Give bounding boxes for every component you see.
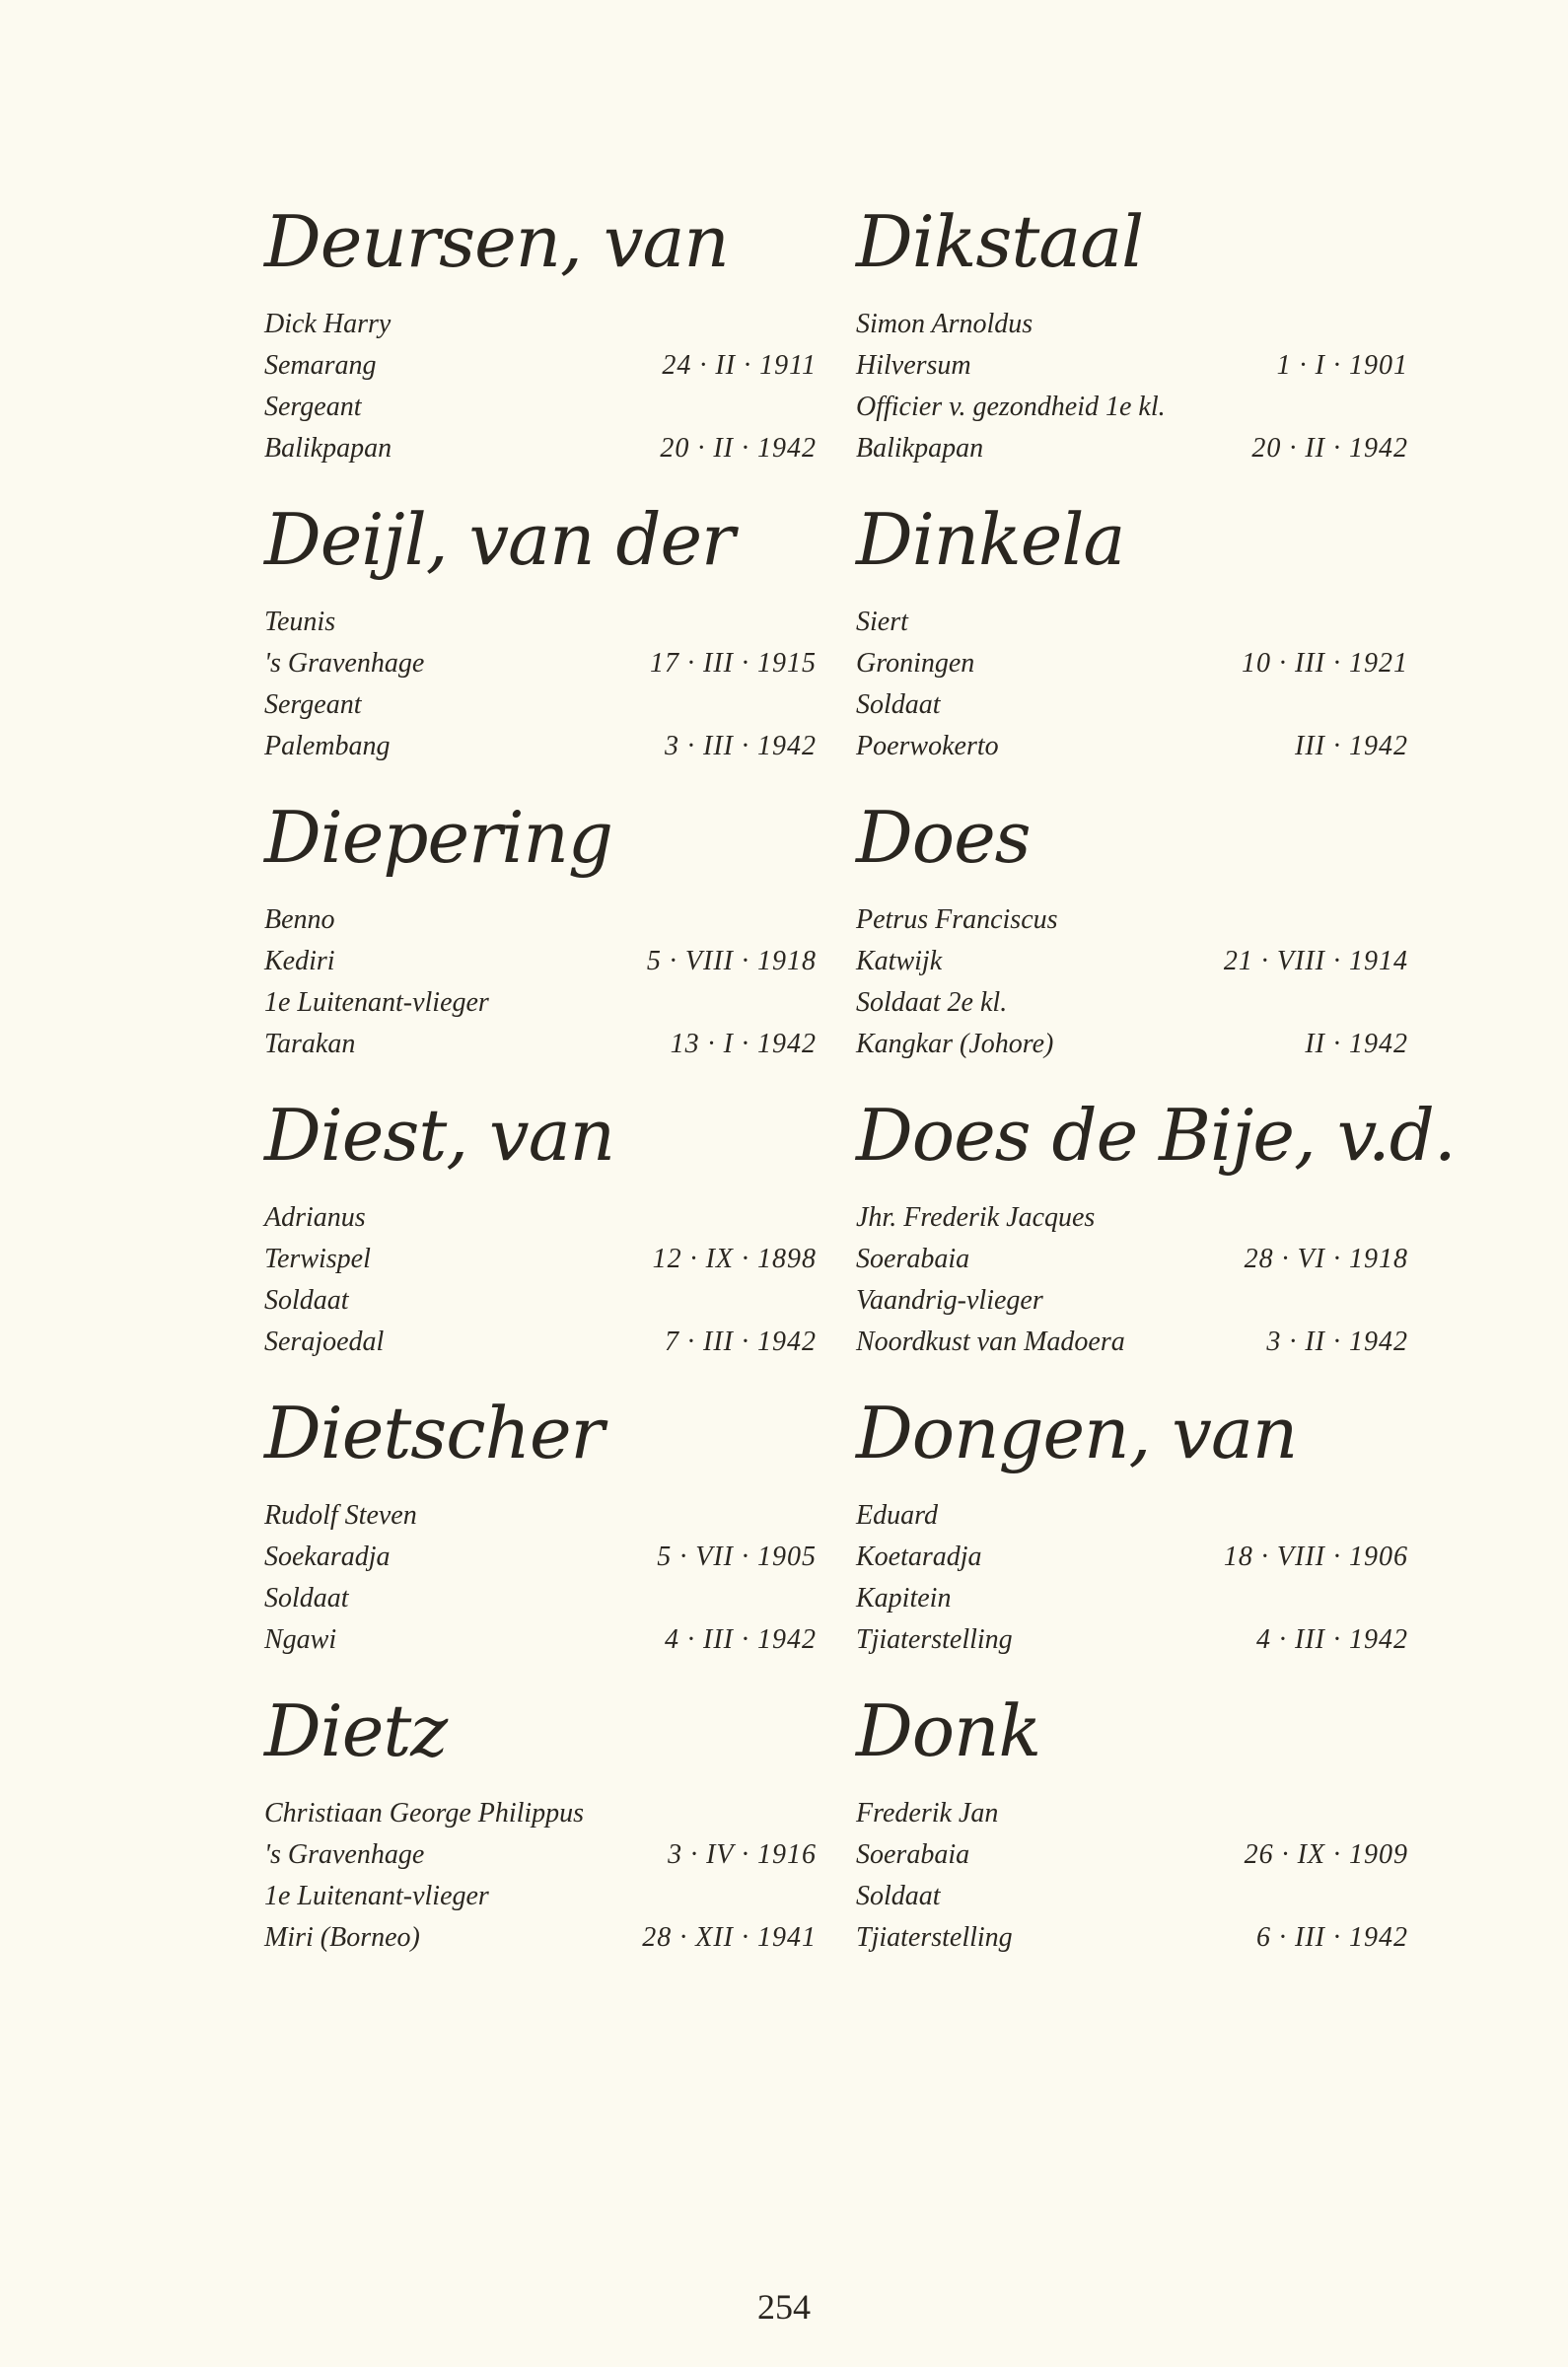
death-place: Tjiaterstelling	[856, 1922, 1013, 1953]
surname-heading: Dinkela	[856, 498, 1125, 581]
rank: Kapitein	[856, 1583, 952, 1614]
surname-heading: Dietscher	[264, 1392, 604, 1474]
birth-date: 12 · IX · 1898	[652, 1244, 817, 1274]
memorial-entry	[856, 1389, 1408, 1686]
rank: Vaandrig-vlieger	[856, 1285, 1043, 1316]
death-place: Serajoedal	[264, 1327, 385, 1357]
death-place: Noordkust van Madoera	[856, 1327, 1125, 1357]
given-names: Frederik Jan	[856, 1798, 999, 1829]
surname-heading: Diest, van	[264, 1094, 614, 1177]
surname-heading: Dongen, van	[856, 1392, 1298, 1474]
given-names: Adrianus	[264, 1202, 366, 1233]
death-date: 3 · II · 1942	[1266, 1327, 1408, 1357]
death-place: Kangkar (Johore)	[856, 1029, 1054, 1059]
memorial-entry	[856, 495, 1408, 793]
memorial-entry	[264, 495, 817, 793]
given-names: Christiaan George Philippus	[264, 1798, 585, 1829]
death-date: 4 · III · 1942	[1256, 1624, 1408, 1655]
death-date: 28 · XII · 1941	[642, 1922, 817, 1953]
surname-heading: Dietz	[264, 1689, 448, 1772]
right-column	[856, 197, 1456, 1984]
surname-heading: Deursen, van	[264, 200, 729, 283]
birth-place: Semarang	[264, 350, 377, 381]
death-date: 13 · I · 1942	[670, 1029, 817, 1059]
birth-place: Groningen	[856, 648, 975, 679]
birth-place: 's Gravenhage	[264, 1839, 425, 1870]
death-date: III · 1942	[1295, 731, 1408, 761]
memorial-entry	[856, 1686, 1408, 1984]
death-place: Miri (Borneo)	[264, 1922, 420, 1953]
death-date: 20 · II · 1942	[660, 433, 817, 464]
birth-date: 28 · VI · 1918	[1244, 1244, 1408, 1274]
memorial-entry	[856, 197, 1408, 495]
death-place: Palembang	[264, 731, 391, 761]
memorial-entry	[264, 1686, 817, 1984]
birth-place: Hilversum	[856, 350, 971, 381]
given-names: Simon Arnoldus	[856, 309, 1033, 339]
death-date: 3 · III · 1942	[665, 731, 817, 761]
death-date: 6 · III · 1942	[1256, 1922, 1408, 1953]
rank: Sergeant	[264, 392, 362, 422]
birth-place: Soekaradja	[264, 1542, 391, 1572]
rank: 1e Luitenant-vlieger	[264, 1881, 489, 1911]
birth-date: 5 · VII · 1905	[657, 1542, 817, 1572]
death-date: 7 · III · 1942	[665, 1327, 817, 1357]
surname-heading: Diepering	[264, 796, 612, 879]
birth-date: 21 · VIII · 1914	[1223, 946, 1408, 976]
left-column	[264, 197, 817, 1984]
memorial-entry	[264, 1389, 817, 1686]
memorial-entry	[264, 1091, 817, 1389]
birth-place: Soerabaia	[856, 1244, 970, 1274]
death-place: Tjiaterstelling	[856, 1624, 1013, 1655]
surname-heading: Does de Bije, v.d.	[856, 1094, 1456, 1177]
death-date: II · 1942	[1305, 1029, 1408, 1059]
given-names: Petrus Franciscus	[856, 904, 1058, 935]
death-place: Tarakan	[264, 1029, 356, 1059]
rank: Sergeant	[264, 689, 362, 720]
death-place: Balikpapan	[264, 433, 392, 464]
rank: 1e Luitenant-vlieger	[264, 987, 489, 1018]
given-names: Dick Harry	[264, 309, 392, 339]
death-place: Poerwokerto	[856, 731, 999, 761]
memorial-entry	[856, 793, 1408, 1091]
memorial-entry	[264, 793, 817, 1091]
surname-heading: Deijl, van der	[264, 498, 735, 581]
surname-heading: Donk	[856, 1689, 1041, 1772]
birth-date: 1 · I · 1901	[1276, 350, 1408, 381]
page-number: 254	[757, 2287, 811, 2327]
given-names: Rudolf Steven	[264, 1500, 417, 1531]
birth-place: Kediri	[264, 946, 335, 976]
memorial-entry	[264, 197, 817, 495]
given-names: Teunis	[264, 607, 336, 637]
surname-heading: Dikstaal	[856, 200, 1144, 283]
birth-place: Terwispel	[264, 1244, 371, 1274]
surname-heading: Does	[856, 796, 1031, 879]
rank: Soldaat	[856, 1881, 941, 1911]
birth-place: Koetaradja	[856, 1542, 982, 1572]
rank: Soldaat	[856, 689, 941, 720]
memorial-entry	[856, 1091, 1456, 1389]
birth-place: Katwijk	[856, 946, 943, 976]
given-names: Siert	[856, 607, 908, 637]
rank: Soldaat	[264, 1285, 349, 1316]
birth-date: 26 · IX · 1909	[1244, 1839, 1408, 1870]
birth-place: Soerabaia	[856, 1839, 970, 1870]
death-place: Balikpapan	[856, 433, 984, 464]
rank: Officier v. gezondheid 1e kl.	[856, 392, 1166, 422]
birth-date: 18 · VIII · 1906	[1223, 1542, 1408, 1572]
birth-date: 24 · II · 1911	[662, 350, 817, 381]
birth-date: 5 · VIII · 1918	[646, 946, 817, 976]
given-names: Jhr. Frederik Jacques	[856, 1202, 1096, 1233]
death-place: Ngawi	[264, 1624, 337, 1655]
given-names: Eduard	[856, 1500, 938, 1531]
rank: Soldaat	[264, 1583, 349, 1614]
birth-date: 3 · IV · 1916	[668, 1839, 817, 1870]
birth-date: 17 · III · 1915	[650, 648, 817, 679]
death-date: 20 · II · 1942	[1251, 433, 1408, 464]
given-names: Benno	[264, 904, 335, 935]
death-date: 4 · III · 1942	[665, 1624, 817, 1655]
birth-place: 's Gravenhage	[264, 648, 425, 679]
rank: Soldaat 2e kl.	[856, 987, 1008, 1018]
birth-date: 10 · III · 1921	[1242, 648, 1408, 679]
